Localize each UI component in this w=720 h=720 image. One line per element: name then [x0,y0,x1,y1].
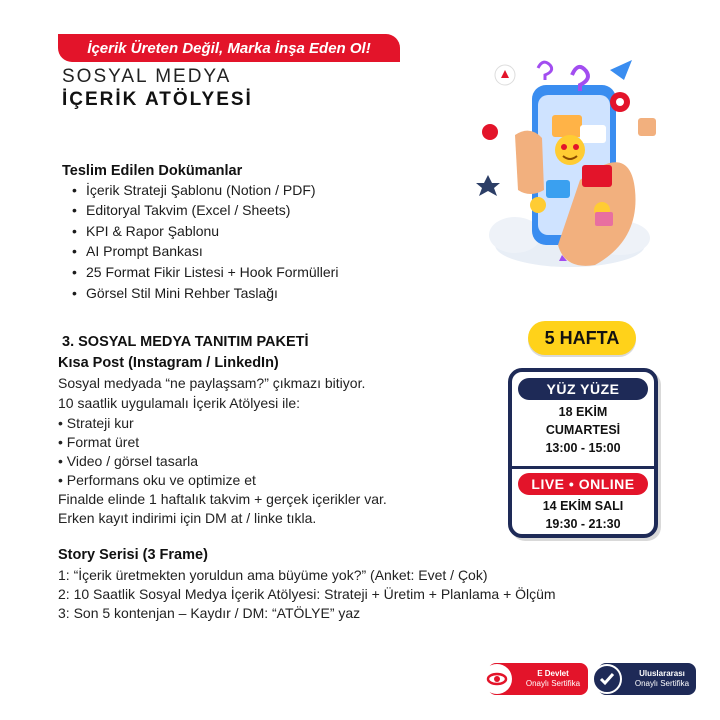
in-person-day: CUMARTESİ [545,423,621,437]
story-line: 2: 10 Saatlik Sosyal Medya İçerik Atölyesi: Strateji + Üretim + Planlama + Ölçüm [58,586,556,602]
in-person-date: 18 EKİM [558,405,608,419]
online-date: 14 EKİM SALI [542,499,624,513]
promo-line: Sosyal medyada “ne paylaşsam?” çıkmazı bitiyor. [58,375,366,391]
title-line-2: İÇERİK ATÖLYESİ [62,89,253,110]
promo-line: • Video / görsel tasarla [58,453,199,469]
title-line-1: SOSYAL MEDYA [62,66,232,87]
certificate-subtitle: Onaylı Sertifika [525,679,581,688]
tagline-banner: İçerik Üreten Değil, Marka İnşa Eden Ol! [58,34,400,62]
online-time: 19:30 - 21:30 [545,517,621,531]
list-item: • Editoryal Takvim (Excel / Sheets) [86,202,290,218]
certificate-subtitle: Onaylı Sertifika [634,679,690,688]
list-item: • KPI & Rapor Şablonu [86,223,219,239]
promo-line: Erken kayıt indirimi için DM at / linke tıkla. [58,510,317,526]
promo-line: • Strateji kur [58,415,134,431]
edevlet-certificate-badge [488,663,588,695]
online-label: LIVE • ONLINE [518,473,648,495]
promo-line: 10 saatlik uygulamalı İçerik Atölyesi ile: [58,395,300,411]
deliverables-heading: Teslim Edilen Dokümanlar [62,163,243,179]
list-item: • Görsel Stil Mini Rehber Taslağı [86,285,278,301]
certificate-title: Uluslararası [639,669,685,678]
promo-line: • Performans oku ve optimize et [58,472,256,488]
international-certificate-badge [598,663,696,695]
list-item: • 25 Format Fikir Listesi + Hook Formülleri [86,264,338,280]
in-person-time: 13:00 - 15:00 [545,441,621,455]
list-item: • AI Prompt Bankası [86,243,203,259]
certificate-title: E Devlet [537,669,569,678]
phone-social-illustration [470,40,680,280]
list-item: • İçerik Strateji Şablonu (Notion / PDF) [86,182,316,198]
edevlet-logo-icon [482,664,512,694]
duration-badge: 5 HAFTA [528,321,636,355]
promo-line: • Format üret [58,434,140,450]
promo-heading: 3. SOSYAL MEDYA TANITIM PAKETİ [62,334,309,350]
short-post-heading: Kısa Post (Instagram / LinkedIn) [58,355,279,371]
checkmark-icon [592,664,622,694]
in-person-label: YÜZ YÜZE [518,378,648,400]
story-line: 3: Son 5 kontenjan – Kaydır / DM: “ATÖLYE” yaz [58,605,361,621]
story-line: 1: “İçerik üretmekten yoruldun ama büyüme yok?” (Anket: Evet / Çok) [58,567,488,583]
story-heading: Story Serisi (3 Frame) [58,547,208,563]
schedule-divider [512,466,654,469]
promo-line: Finalde elinde 1 haftalık takvim + gerçek içerikler var. [58,491,387,507]
